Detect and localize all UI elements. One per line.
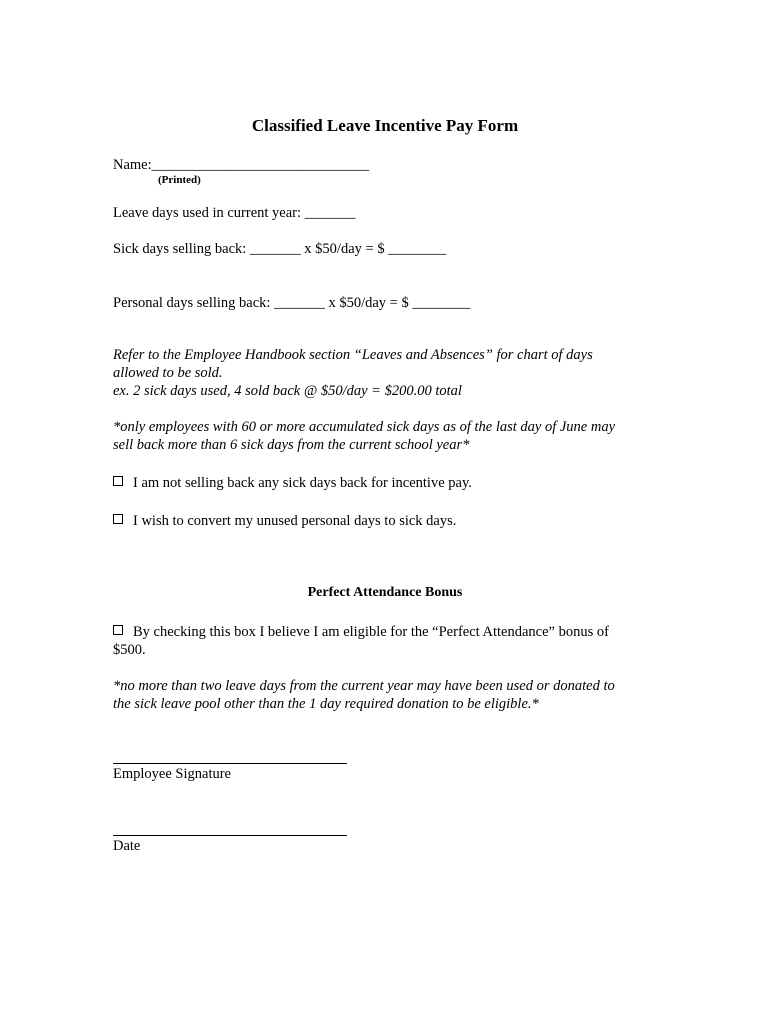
date-line[interactable] bbox=[113, 835, 347, 836]
handbook-note-line-1: Refer to the Employee Handbook section “Leaves and Absences” for chart of days bbox=[113, 347, 593, 363]
signature-line[interactable] bbox=[113, 763, 347, 764]
example-note: ex. 2 sick days used, 4 sold back @ $50/day = $200.00 total bbox=[113, 383, 462, 399]
option-not-selling-label: I am not selling back any sick days back for incentive pay. bbox=[133, 475, 472, 491]
bonus-note-line-2: the sick leave pool other than the 1 day required donation to be eligible.* bbox=[113, 696, 539, 712]
form-title: Classified Leave Incentive Pay Form bbox=[251, 116, 519, 135]
leave-days-used-field[interactable]: Leave days used in current year: _______ bbox=[113, 205, 356, 221]
bonus-option[interactable] bbox=[113, 623, 609, 641]
option-convert-label: I wish to convert my unused personal days to sick days. bbox=[133, 513, 457, 529]
signature-label: Employee Signature bbox=[113, 766, 231, 782]
personal-days-selling-field[interactable]: Personal days selling back: _______ x $50/day = $ ________ bbox=[113, 295, 471, 311]
name-field-line[interactable]: Name:______________________________ bbox=[113, 157, 370, 173]
sick-days-selling-field[interactable]: Sick days selling back: _______ x $50/day = $ ________ bbox=[113, 241, 447, 257]
bonus-checkbox[interactable] bbox=[113, 625, 123, 635]
bonus-note-line-1: *no more than two leave days from the current year may have been used or donated to bbox=[113, 678, 615, 694]
convert-checkbox[interactable] bbox=[113, 514, 123, 524]
not-selling-checkbox[interactable] bbox=[113, 476, 123, 486]
option-convert[interactable] bbox=[113, 512, 456, 530]
accumulated-note-line-2: sell back more than 6 sick days from the current school year* bbox=[113, 437, 470, 453]
printed-label: (Printed) bbox=[158, 174, 201, 186]
bonus-option-label-2: $500. bbox=[113, 642, 146, 658]
bonus-section-title: Perfect Attendance Bonus bbox=[307, 585, 463, 600]
bonus-option-label-1: By checking this box I believe I am eligible for the “Perfect Attendance” bonus of bbox=[133, 624, 609, 640]
option-not-selling[interactable] bbox=[113, 474, 472, 492]
handbook-note-line-2: allowed to be sold. bbox=[113, 365, 223, 381]
date-label: Date bbox=[113, 838, 141, 854]
accumulated-note-line-1: *only employees with 60 or more accumulated sick days as of the last day of June may bbox=[113, 419, 616, 435]
